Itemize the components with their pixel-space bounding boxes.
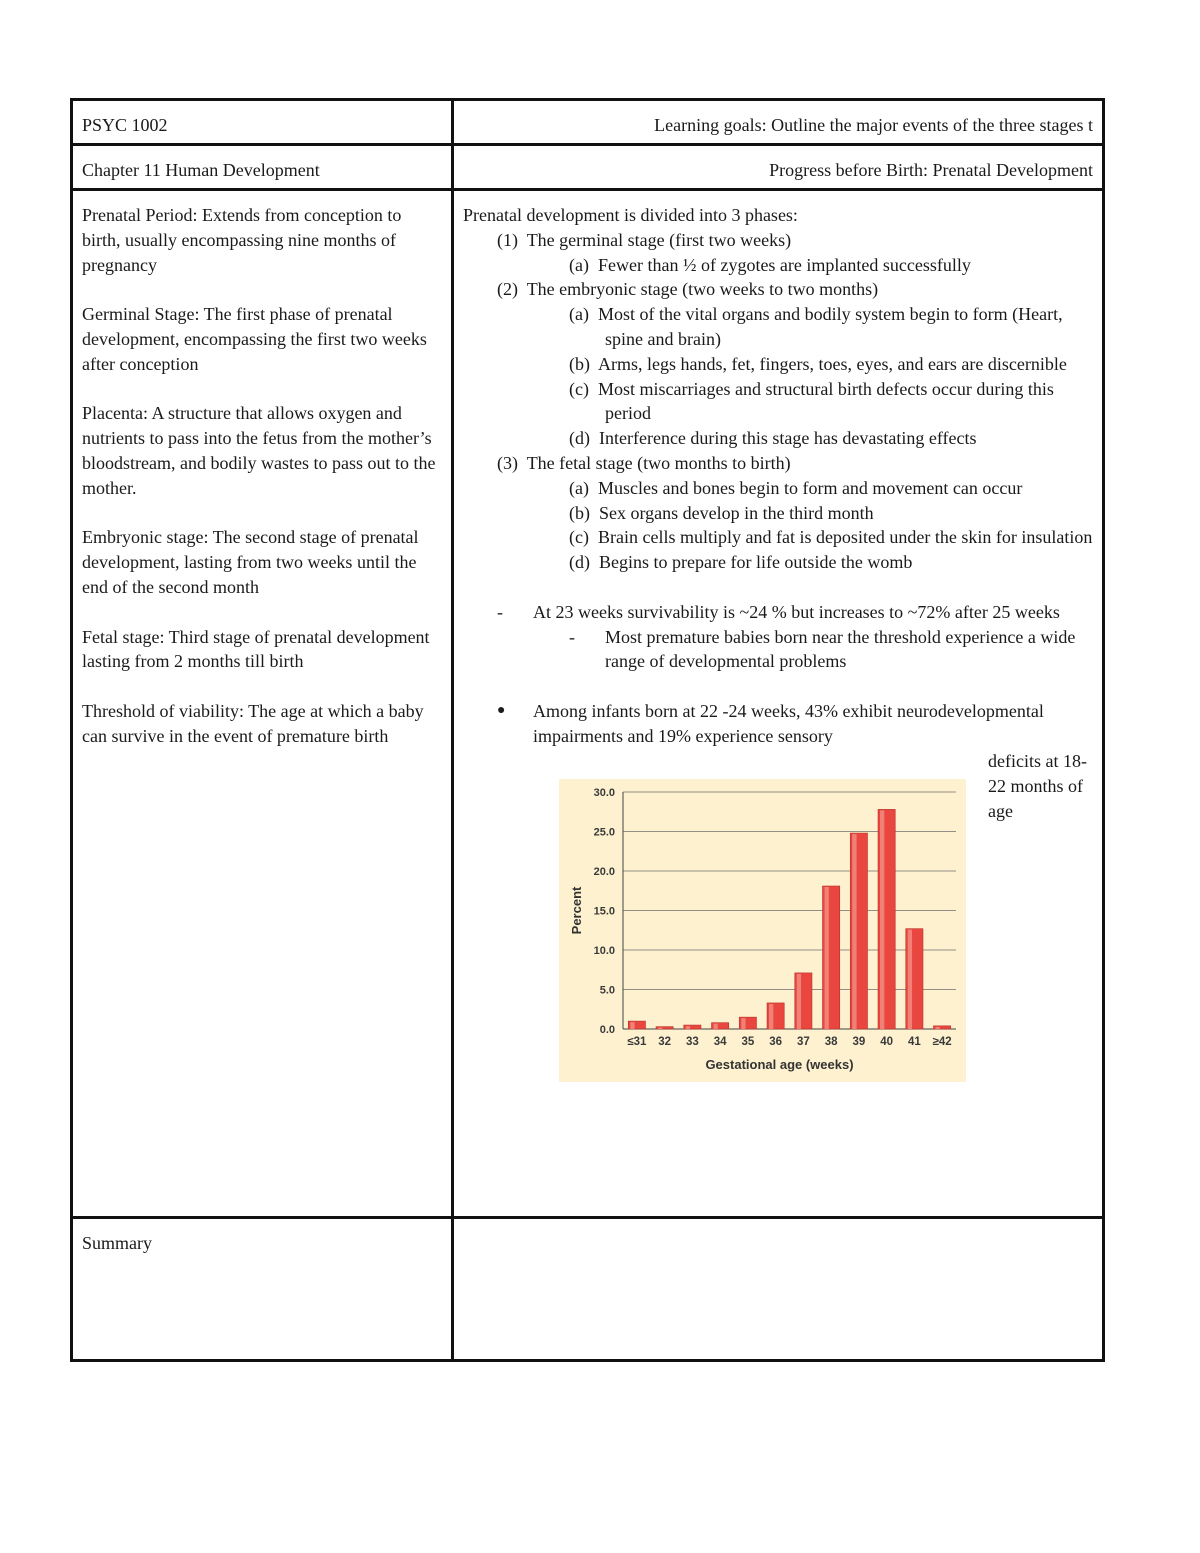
- x-tick-label: 33: [685, 1035, 699, 1048]
- point-list: [463, 253, 1093, 278]
- point-letter: (b): [569, 353, 590, 374]
- topic-title: Progress before Birth: Prenatal Development: [453, 145, 1104, 190]
- point-text: Interference during this stage has devastating effects: [599, 428, 977, 449]
- notes-intro: Prenatal development is divided into 3 phases:: [463, 205, 798, 225]
- point-letter: (d): [569, 552, 590, 573]
- bar-highlight: [686, 1026, 690, 1029]
- bar-chart-svg: [559, 779, 966, 1082]
- stage-item: [463, 277, 1093, 451]
- bar-highlight: [658, 1027, 662, 1028]
- stage-item: [463, 451, 1093, 575]
- point-item: [463, 352, 1093, 377]
- chapter-title: Chapter 11 Human Development: [72, 145, 453, 190]
- terms-column: [72, 190, 453, 1218]
- point-item: [463, 525, 1093, 550]
- course-code: PSYC 1002: [72, 100, 453, 145]
- y-tick-label: 10.0: [593, 944, 615, 957]
- notes-row: [72, 190, 1104, 1218]
- point-letter: (c): [569, 527, 589, 548]
- course-row: [72, 100, 1104, 145]
- x-tick-label: 35: [741, 1035, 755, 1048]
- notes-column: [453, 190, 1104, 1218]
- term-germinal-stage: Germinal Stage: The first phase of prenatal development, encompassing the first two weeks after conception: [82, 304, 427, 374]
- point-item: [463, 377, 1093, 427]
- term-prenatal-period: Prenatal Period: Extends from conception to birth, usually encompassing nine months of pregnancy: [82, 205, 402, 275]
- dash-marker: -: [497, 601, 503, 622]
- impairment-note: [463, 699, 1093, 749]
- y-tick-label: 20.0: [593, 865, 615, 878]
- term-fetal-stage: Fetal stage: Third stage of prenatal development lasting from 2 months till birth: [82, 626, 430, 672]
- gestational-age-chart: [559, 779, 966, 1082]
- point-text: Most of the vital organs and bodily system begin to form (Heart, spine and brain): [597, 304, 1063, 349]
- point-item: [463, 550, 1093, 575]
- point-item: [463, 476, 1093, 501]
- bar-highlight: [769, 1003, 773, 1028]
- learning-goals: Learning goals: Outline the major events of the three stages t: [453, 100, 1104, 145]
- impairment-continuation: deficits at 18-22 months of age: [988, 750, 1087, 821]
- x-tick-label: 41: [907, 1035, 921, 1048]
- y-axis-title: Percent: [569, 886, 584, 934]
- stage-number: (1): [497, 229, 518, 250]
- point-text: Muscles and bones begin to form and movement can occur: [597, 477, 1023, 498]
- term-threshold-of-viability: Threshold of viability: The age at which a baby can survive in the event of premature birth: [82, 700, 424, 746]
- x-tick-label: 34: [713, 1035, 727, 1048]
- summary-row: [72, 1218, 1104, 1361]
- point-text: Most miscarriages and structural birth defects occur during this period: [597, 378, 1054, 424]
- point-letter: (a): [569, 477, 589, 498]
- point-text: Arms, legs hands, fet, fingers, toes, eyes, and ears are discernible: [598, 353, 1067, 374]
- x-tick-label: 40: [880, 1035, 894, 1048]
- bar-highlight: [741, 1018, 745, 1029]
- summary-label: Summary: [72, 1218, 453, 1361]
- bar-highlight: [630, 1022, 634, 1029]
- summary-content: [453, 1218, 1104, 1361]
- stage-number: (2): [497, 279, 518, 300]
- x-tick-label: 36: [769, 1035, 783, 1048]
- y-tick-label: 0.0: [599, 1023, 615, 1036]
- bullet-marker: ●: [497, 702, 506, 718]
- point-item: [463, 253, 1093, 278]
- x-tick-label: ≤31: [627, 1035, 647, 1048]
- bar-highlight: [714, 1023, 718, 1028]
- x-tick-label: 38: [824, 1035, 838, 1048]
- point-list: [463, 302, 1093, 451]
- point-text: Begins to prepare for life outside the womb: [599, 552, 913, 573]
- x-tick-label: 37: [796, 1035, 810, 1048]
- y-tick-label: 15.0: [593, 905, 615, 918]
- term-placenta: Placenta: A structure that allows oxygen and nutrients to pass into the fetus from the mother’s bloodstream, and bodily wastes to pass out to the mother.: [82, 403, 436, 498]
- point-item: [463, 501, 1093, 526]
- stage-item: [463, 228, 1093, 278]
- x-axis-title: Gestational age (weeks): [705, 1056, 854, 1072]
- point-letter: (a): [569, 304, 589, 325]
- dash-marker: -: [569, 626, 575, 647]
- chart-area: [463, 749, 1093, 1089]
- point-letter: (a): [569, 254, 589, 275]
- point-letter: (c): [569, 378, 589, 399]
- point-item: [463, 426, 1093, 451]
- bar-highlight: [936, 1026, 940, 1028]
- bar-highlight: [908, 929, 912, 1028]
- point-item: [463, 302, 1093, 352]
- x-tick-label: 32: [658, 1035, 672, 1048]
- x-tick-label: 39: [852, 1035, 866, 1048]
- survivability-text: At 23 weeks survivability is ~24 % but increases to ~72% after 25 weeks: [533, 601, 1060, 622]
- point-text: Brain cells multiply and fat is deposited under the skin for insulation: [597, 527, 1093, 548]
- point-text: Fewer than ½ of zygotes are implanted successfully: [597, 254, 971, 275]
- y-tick-label: 30.0: [593, 786, 615, 799]
- stage-number: (3): [497, 452, 518, 473]
- point-text: Sex organs develop in the third month: [599, 502, 874, 523]
- bar-highlight: [825, 887, 829, 1029]
- bar-highlight: [880, 810, 884, 1029]
- term-embryonic-stage: Embryonic stage: The second stage of prenatal development, lasting from two weeks until the end of the second month: [82, 527, 419, 597]
- point-list: [463, 476, 1093, 575]
- bar-highlight: [852, 834, 856, 1029]
- stage-title: The germinal stage (first two weeks): [526, 229, 792, 250]
- y-tick-label: 5.0: [599, 984, 615, 997]
- chapter-row: [72, 145, 1104, 190]
- survivability-subtext: Most premature babies born near the threshold experience a wide range of developmental problems: [605, 626, 1076, 672]
- survivability-subnote: [463, 625, 1093, 675]
- stage-title: The embryonic stage (two weeks to two months): [526, 279, 879, 300]
- stage-title: The fetal stage (two months to birth): [526, 452, 791, 473]
- point-letter: (d): [569, 428, 590, 449]
- point-letter: (b): [569, 502, 590, 523]
- survivability-note: [463, 600, 1093, 674]
- x-tick-label: ≥42: [932, 1035, 952, 1048]
- impairment-text: Among infants born at 22 -24 weeks, 43% exhibit neurodevelopmental impairments and 19% experience sensory: [533, 700, 1044, 746]
- stage-list: [463, 228, 1093, 575]
- bar-highlight: [797, 973, 801, 1028]
- notes-table: [70, 98, 1105, 1362]
- y-tick-label: 25.0: [593, 826, 615, 839]
